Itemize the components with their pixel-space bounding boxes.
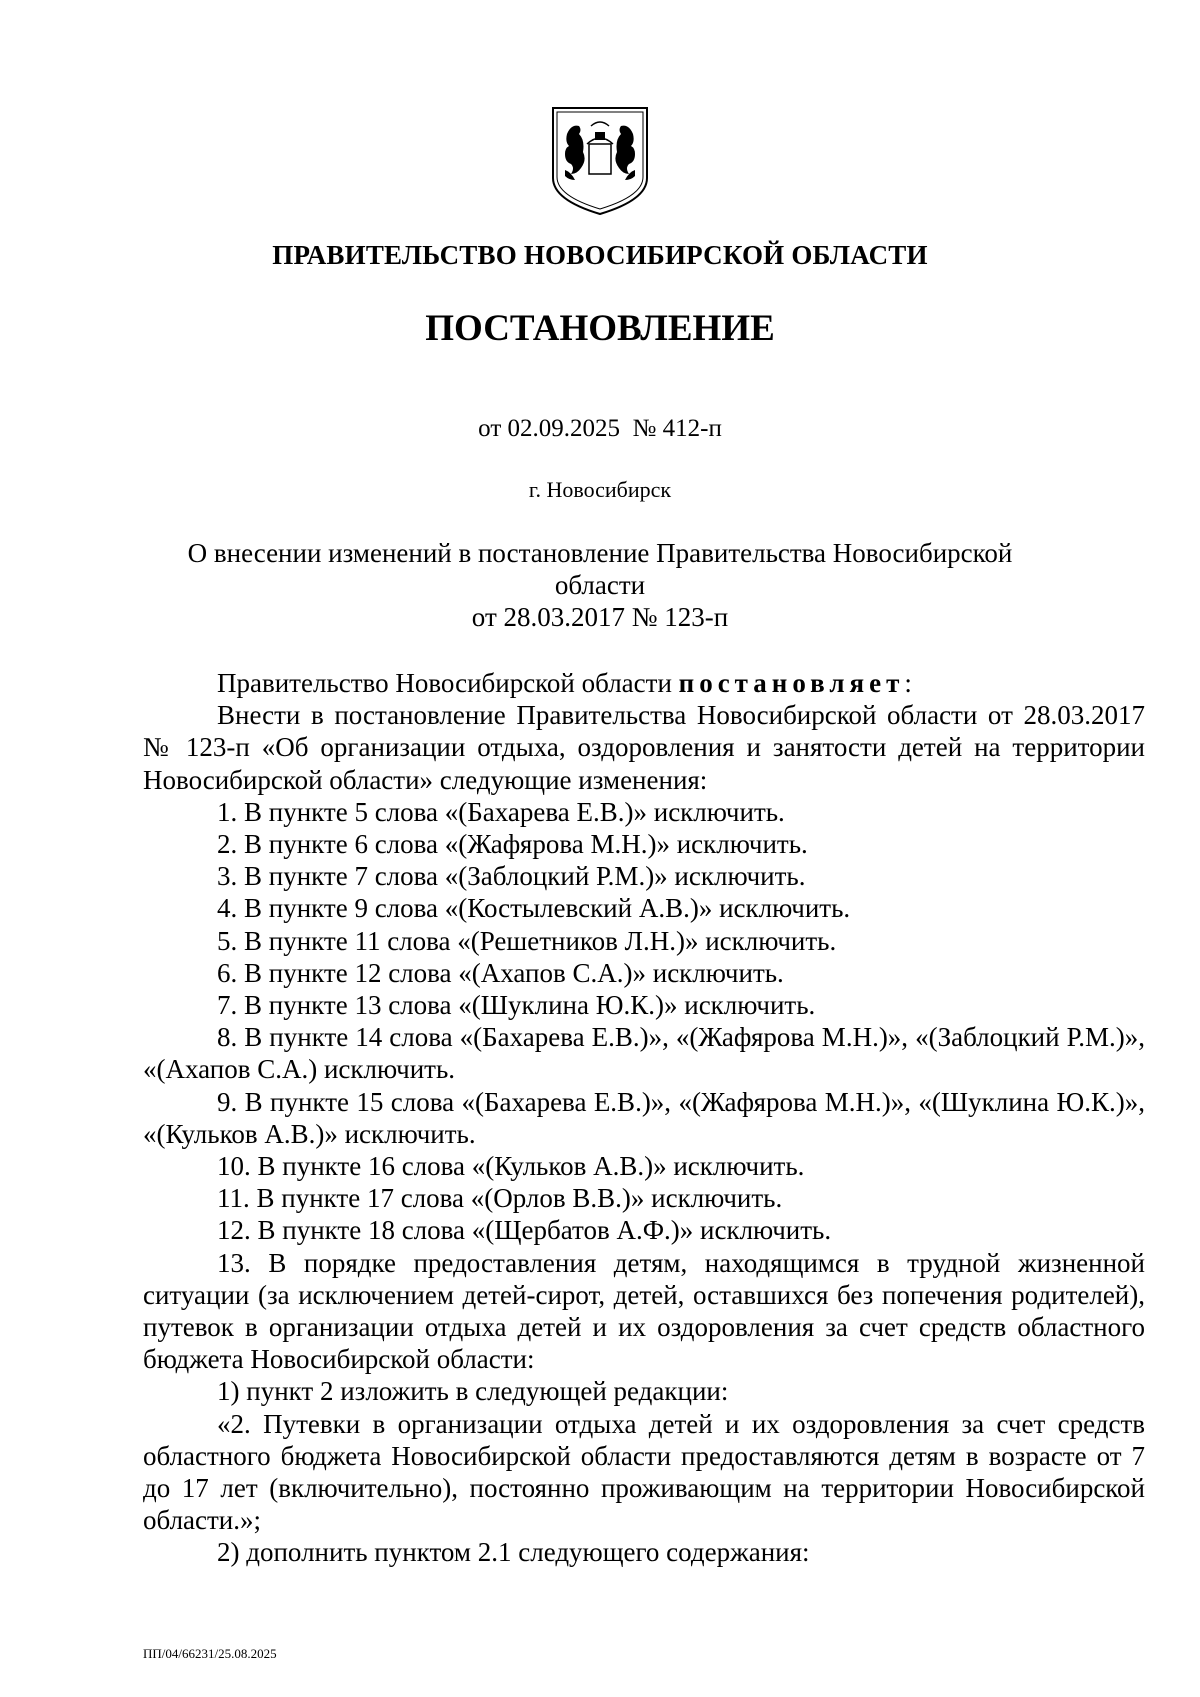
document-city: г. Новосибирск (528, 477, 672, 502)
list-item: «2. Путевки в организации отдыха детей и их оздоровления за счет средств областного бюджета Новосибирской области предоставляются детям в возрасте от 7 до 17 лет (включительно), постоянно проживающим на территории Новосибирской области.»; (143, 1408, 1145, 1536)
list-item: 4. В пункте 9 слова «(Костылевский А.В.)» исключить. (217, 893, 851, 924)
list-item: 7. В пункте 13 слова «(Шуклина Ю.К.)» исключить. (217, 990, 816, 1021)
list-item: 1) пункт 2 изложить в следующей редакции: (217, 1376, 729, 1407)
document-date-number: от 02.09.2025 № 412-п (478, 415, 722, 442)
list-item: 10. В пункте 16 слова «(Кульков А.В.)» исключить. (217, 1151, 805, 1182)
preamble-end: : (904, 668, 912, 698)
list-item: 5. В пункте 11 слова «(Решетников Л.Н.)» исключить. (217, 925, 837, 956)
list-item: 11. В пункте 17 слова «(Орлов В.В.)» исключить. (217, 1183, 783, 1214)
list-item: 2. В пункте 6 слова «(Жафярова М.Н.)» исключить. (217, 829, 808, 860)
list-item: 8. В пункте 14 слова «(Бахарева Е.В.)», «(Жафярова М.Н.)», «(Заблоцкий Р.М.)», «(Ахапов С.А.) исключить. (143, 1022, 1145, 1085)
organization-title: ПРАВИТЕЛЬСТВО НОВОСИБИРСКОЙ ОБЛАСТИ (272, 240, 928, 270)
document-subject (140, 537, 1060, 633)
preamble-verb: постановляет (678, 668, 905, 698)
list-item: 6. В пункте 12 слова «(Ахапов С.А.)» исключить. (217, 957, 784, 988)
subject-line-2: от 28.03.2017 № 123-п (471, 602, 729, 632)
list-item: 9. В пункте 15 слова «(Бахарева Е.В.)», «(Жафярова М.Н.)», «(Шуклина Ю.К.)», «(Кульков А.В.)» исключить. (143, 1086, 1145, 1149)
list-item: 1. В пункте 5 слова «(Бахарева Е.В.)» исключить. (217, 796, 785, 827)
footer-doc-code: ПП/04/66231/25.08.2025 (143, 1646, 277, 1661)
subject-line-1: О внесении изменений в постановление Правительства Новосибирской области (187, 538, 1013, 600)
intro-paragraph: Внести в постановление Правительства Новосибирской области от 28.03.2017 № 123-п «Об организации отдыха, оздоровления и занятости детей на территории Новосибирской области» следующие изменения: (143, 700, 1145, 795)
list-item: 2) дополнить пунктом 2.1 следующего содержания: (217, 1537, 810, 1568)
preamble (143, 667, 1145, 699)
coat-of-arms-icon (551, 104, 649, 216)
document-body (143, 667, 1145, 1569)
list-item: 3. В пункте 7 слова «(Заблоцкий Р.М.)» исключить. (217, 861, 806, 892)
preamble-start: Правительство Новосибирской области (217, 668, 679, 698)
document-type: ПОСТАНОВЛЕНИЕ (425, 308, 775, 349)
list-item: 12. В пункте 18 слова «(Щербатов А.Ф.)» исключить. (217, 1215, 832, 1246)
list-item: 13. В порядке предоставления детям, находящимся в трудной жизненной ситуации (за исключением детей-сирот, детей, оставшихся без попечения родителей), путевок в организации отдыха детей и их оздоровления за счет средств областного бюджета Новосибирской области: (143, 1247, 1145, 1375)
